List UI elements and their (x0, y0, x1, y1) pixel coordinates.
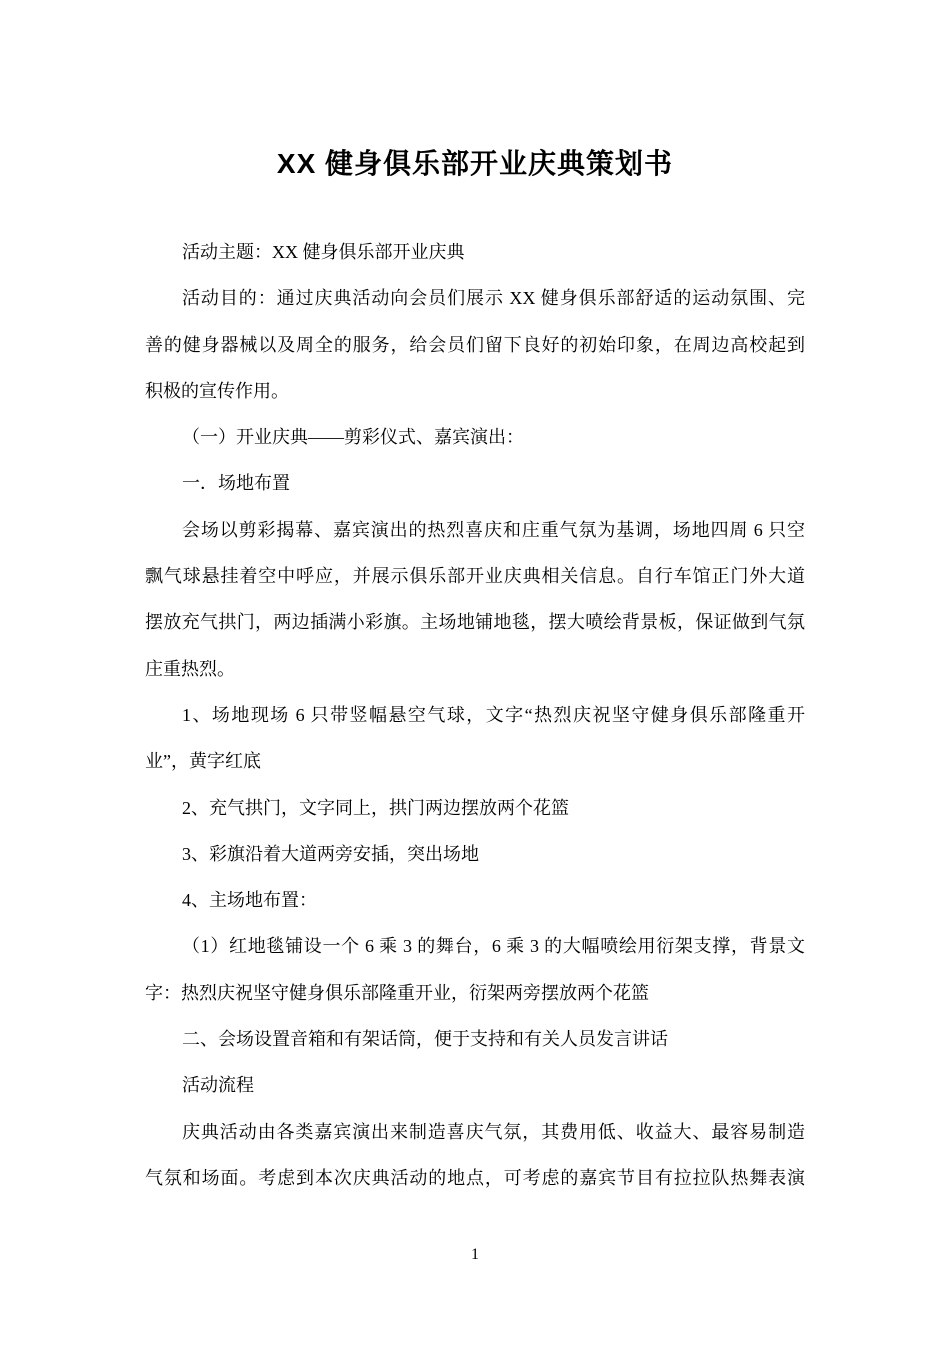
text-line: 庄重热烈。 (145, 658, 235, 679)
text-line: 1、场地现场 6 只带竖幅悬空气球，文字“热烈庆祝坚守健身俱乐部隆重开 (182, 704, 805, 725)
text-line: 善的健身器械以及周全的服务，给会员们留下良好的初始印象，在周边高校起到 (145, 334, 805, 355)
text-line: （一）开业庆典——剪彩仪式、嘉宾演出： (182, 427, 524, 448)
text-line: （1）红地毯铺设一个 6 乘 3 的舞台，6 乘 3 的大幅喷绘用衍架支撑，背景文 (182, 936, 805, 957)
text-line: 二、会场设置音箱和有架话筒，便于支持和有关人员发言讲话 (182, 1029, 668, 1050)
text-line: 字：热烈庆祝坚守健身俱乐部隆重开业，衍架两旁摆放两个花篮 (145, 982, 649, 1003)
text-line: 活动流程 (182, 1075, 254, 1096)
text-line: 积极的宣传作用。 (145, 380, 289, 401)
text-line: 4、主场地布置： (182, 890, 317, 911)
text-line: 气氛和场面。考虑到本次庆典活动的地点，可考虑的嘉宾节目有拉拉队热舞表演 (145, 1167, 805, 1188)
text-line: 活动主题：XX 健身俱乐部开业庆典 (182, 242, 465, 262)
text-line: 庆典活动由各类嘉宾演出来制造喜庆气氛，其费用低、收益大、最容易制造 (182, 1121, 805, 1142)
text-line: 飘气球悬挂着空中呼应，并展示俱乐部开业庆典相关信息。自行车馆正门外大道 (145, 566, 805, 587)
text-line: 摆放充气拱门，两边插满小彩旗。主场地铺地毯，摆大喷绘背景板，保证做到气氛 (145, 612, 805, 633)
text-line: 会场以剪彩揭幕、嘉宾演出的热烈喜庆和庄重气氛为基调，场地四周 6 只空 (182, 519, 805, 540)
text-line: 业”，黄字红底 (145, 751, 261, 772)
page-number: 1 (471, 1246, 479, 1263)
text-line: 活动目的：通过庆典活动向会员们展示 XX 健身俱乐部舒适的运动氛围、完 (182, 288, 805, 309)
text-line: 2、充气拱门，文字同上，拱门两边摆放两个花篮 (182, 797, 569, 818)
text-line: 一．场地布置 (182, 473, 290, 494)
text-line: 3、彩旗沿着大道两旁安插，突出场地 (182, 843, 479, 864)
document-title: XX 健身俱乐部开业庆典策划书 (276, 148, 674, 179)
document-body (145, 229, 805, 1201)
